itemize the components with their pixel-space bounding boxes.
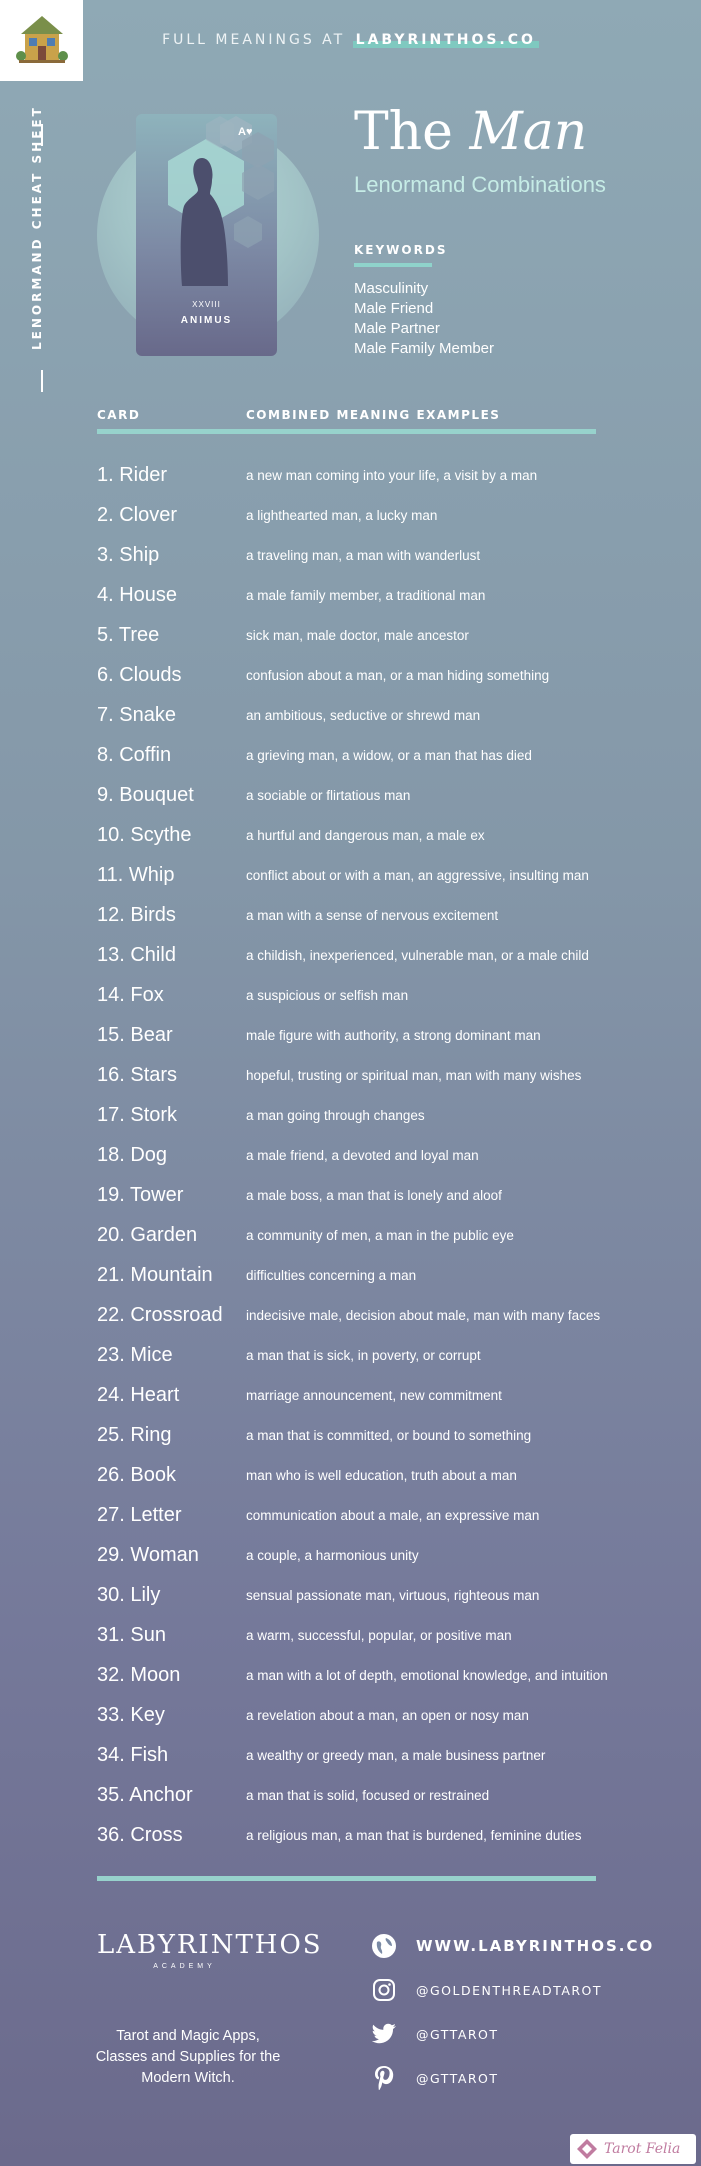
- meaning-cell: communication about a male, an expressive man: [246, 1507, 540, 1523]
- meaning-cell: hopeful, trusting or spiritual man, man with many wishes: [246, 1067, 582, 1083]
- man-card-illustration: [136, 114, 277, 356]
- side-divider-bottom: [41, 370, 43, 392]
- table-row: [97, 615, 657, 655]
- table-row: [97, 855, 657, 895]
- table-row: [97, 1495, 657, 1535]
- pinterest-icon: [370, 2064, 398, 2092]
- meaning-cell: marriage announcement, new commitment: [246, 1387, 502, 1403]
- table-row: [97, 1815, 657, 1855]
- card-name-cell: 16. Stars: [97, 1063, 178, 1086]
- keyword-item: Male Friend: [354, 300, 434, 317]
- card-name-cell: 4. House: [97, 583, 178, 606]
- pinterest-handle: @GTTAROT: [416, 2070, 499, 2086]
- card-name-cell: 20. Garden: [97, 1223, 198, 1246]
- table-row: [97, 975, 657, 1015]
- table-row: [97, 935, 657, 975]
- meaning-cell: a man that is committed, or bound to something: [246, 1427, 532, 1443]
- meaning-cell: a childish, inexperienced, vulnerable man, or a male child: [246, 947, 589, 963]
- table-row: [97, 735, 657, 775]
- meaning-cell: a man that is solid, focused or restrained: [246, 1787, 490, 1803]
- card-name-cell: 8. Coffin: [97, 743, 172, 766]
- table-row: [97, 655, 657, 695]
- link-prefix: FULL MEANINGS AT: [162, 32, 346, 48]
- meaning-cell: conflict about or with a man, an aggressive, insulting man: [246, 867, 589, 883]
- meaning-cell: male figure with authority, a strong dominant man: [246, 1027, 541, 1043]
- meaning-cell: a traveling man, a man with wanderlust: [246, 547, 481, 563]
- card-name-cell: 25. Ring: [97, 1423, 172, 1446]
- card-name-cell: 21. Mountain: [97, 1263, 213, 1286]
- website-link[interactable]: [370, 1932, 654, 1960]
- table-row: [97, 1295, 657, 1335]
- table-row: [97, 1535, 657, 1575]
- card-name-cell: 6. Clouds: [97, 663, 182, 686]
- pinterest-link[interactable]: [370, 2064, 499, 2092]
- card-name-cell: 22. Crossroad: [97, 1303, 223, 1326]
- table-row: [97, 775, 657, 815]
- keyword-item: Male Family Member: [354, 340, 495, 357]
- card-name-cell: 32. Moon: [97, 1663, 181, 1686]
- card-name-cell: 30. Lily: [97, 1583, 161, 1606]
- table-row: [97, 1135, 657, 1175]
- meaning-cell: a man going through changes: [246, 1107, 425, 1123]
- table-row: [97, 1335, 657, 1375]
- card-name-cell: 31. Sun: [97, 1623, 166, 1646]
- table-row: [97, 1655, 657, 1695]
- keyword-item: Masculinity: [354, 280, 429, 297]
- card-name-cell: 33. Key: [97, 1703, 165, 1726]
- full-meanings-link[interactable]: [0, 32, 701, 48]
- meaning-cell: confusion about a man, or a man hiding something: [246, 667, 550, 683]
- meaning-cell: a male friend, a devoted and loyal man: [246, 1147, 479, 1163]
- globe-icon: [370, 1932, 398, 1960]
- keyword-item: Male Partner: [354, 320, 440, 337]
- brand-subtitle: ACADEMY: [153, 1963, 216, 1970]
- table-row: [97, 695, 657, 735]
- table-row: [97, 1055, 657, 1095]
- card-name-cell: 14. Fox: [97, 983, 164, 1006]
- card-suit: A♥: [238, 126, 253, 138]
- keywords-underline: [354, 263, 432, 267]
- card-name-cell: 24. Heart: [97, 1383, 180, 1406]
- card-name-cell: 23. Mice: [97, 1343, 173, 1366]
- card-name-cell: 10. Scythe: [97, 823, 192, 846]
- instagram-handle: @GOLDENTHREADTAROT: [416, 1982, 603, 1998]
- card-name-cell: 9. Bouquet: [97, 783, 194, 806]
- meaning-cell: a warm, successful, popular, or positive man: [246, 1627, 512, 1643]
- meaning-cell: a lighthearted man, a lucky man: [246, 507, 438, 523]
- combinations-table: [97, 455, 657, 1855]
- meaning-cell: difficulties concerning a man: [246, 1267, 417, 1283]
- instagram-icon: [370, 1976, 398, 2004]
- meaning-cell: a wealthy or greedy man, a male business partner: [246, 1747, 546, 1763]
- meaning-cell: a community of men, a man in the public eye: [246, 1227, 514, 1243]
- table-row: [97, 495, 657, 535]
- card-name-cell: 1. Rider: [97, 463, 168, 486]
- keywords-heading: KEYWORDS: [354, 243, 448, 257]
- brand-logo[interactable]: LABYRINTHOS: [97, 1930, 323, 1960]
- meaning-cell: sick man, male doctor, male ancestor: [246, 627, 469, 643]
- meaning-cell: a hurtful and dangerous man, a male ex: [246, 827, 485, 843]
- table-row: [97, 1015, 657, 1055]
- meaning-cell: a suspicious or selfish man: [246, 987, 409, 1003]
- card-name-cell: 29. Woman: [97, 1543, 199, 1566]
- table-row: [97, 575, 657, 615]
- meaning-cell: indecisive male, decision about male, man with many faces: [246, 1307, 601, 1323]
- table-row: [97, 1575, 657, 1615]
- table-row: [97, 815, 657, 855]
- card-name-cell: 15. Bear: [97, 1023, 173, 1046]
- card-name-cell: 12. Birds: [97, 903, 176, 926]
- table-row: [97, 1095, 657, 1135]
- card-name-cell: 27. Letter: [97, 1503, 182, 1526]
- meaning-cell: an ambitious, seductive or shrewd man: [246, 707, 481, 723]
- card-name-cell: 26. Book: [97, 1463, 176, 1486]
- table-row: [97, 1695, 657, 1735]
- table-row: [97, 1775, 657, 1815]
- twitter-link[interactable]: [370, 2020, 499, 2048]
- table-row: [97, 1735, 657, 1775]
- meaning-cell: a couple, a harmonious unity: [246, 1547, 419, 1563]
- badge-text: Tarot Felia: [604, 2141, 681, 2157]
- card-name-cell: 18. Dog: [97, 1143, 168, 1166]
- meaning-cell: a male boss, a man that is lonely and aloof: [246, 1187, 502, 1203]
- card-name-cell: 13. Child: [97, 943, 176, 966]
- column-header-meaning: COMBINED MEANING EXAMPLES: [246, 408, 501, 422]
- table-bottom-rule: [97, 1876, 596, 1881]
- card-name: ANIMUS: [180, 315, 233, 326]
- brand-tagline: Tarot and Magic Apps, Classes and Supplies for the Modern Witch.: [95, 2028, 281, 2086]
- title-prefix: The: [354, 102, 453, 162]
- table-header-rule: [97, 429, 596, 434]
- meaning-cell: a grieving man, a widow, or a man that has died: [246, 747, 532, 763]
- meaning-cell: a sociable or flirtatious man: [246, 787, 411, 803]
- table-row: [97, 1255, 657, 1295]
- link-domain[interactable]: LABYRINTHOS.CO: [353, 32, 539, 48]
- meaning-cell: a religious man, a man that is burdened, feminine duties: [246, 1827, 582, 1843]
- card-name-cell: 19. Tower: [97, 1183, 184, 1206]
- card-name-cell: 2. Clover: [97, 503, 178, 526]
- meaning-cell: man who is well education, truth about a man: [246, 1467, 517, 1483]
- instagram-link[interactable]: [370, 1976, 602, 2004]
- table-row: [97, 1215, 657, 1255]
- card-name-cell: 17. Stork: [97, 1103, 178, 1126]
- table-row: [97, 1375, 657, 1415]
- table-row: [97, 1175, 657, 1215]
- card-name-cell: 34. Fish: [97, 1743, 169, 1766]
- side-label: LENORMAND CHEAT SHEET: [30, 105, 44, 350]
- meaning-cell: a new man coming into your life, a visit by a man: [246, 467, 538, 483]
- table-row: [97, 1455, 657, 1495]
- meaning-cell: a man with a sense of nervous excitement: [246, 907, 499, 923]
- twitter-icon: [370, 2020, 398, 2048]
- card-name-cell: 3. Ship: [97, 543, 160, 566]
- meaning-cell: a man that is sick, in poverty, or corrupt: [246, 1347, 481, 1363]
- page-title: [354, 102, 587, 162]
- column-header-card: CARD: [97, 408, 141, 422]
- keywords-list: [354, 279, 494, 359]
- meaning-cell: a revelation about a man, an open or nosy man: [246, 1707, 529, 1723]
- card-name-cell: 5. Tree: [97, 623, 160, 646]
- title-card-name: Man: [469, 102, 588, 162]
- card-name-cell: 7. Snake: [97, 703, 176, 726]
- card-numeral: XXVIII: [192, 300, 221, 309]
- card-name-cell: 11. Whip: [97, 863, 175, 886]
- meaning-cell: a man with a lot of depth, emotional knowledge, and intuition: [246, 1667, 608, 1683]
- meaning-cell: a male family member, a traditional man: [246, 587, 486, 603]
- page-subtitle: Lenormand Combinations: [354, 172, 606, 197]
- table-row: [97, 895, 657, 935]
- website-text: WWW.LABYRINTHOS.CO: [416, 1937, 655, 1955]
- twitter-handle: @GTTAROT: [416, 2026, 499, 2042]
- meaning-cell: sensual passionate man, virtuous, righteous man: [246, 1587, 540, 1603]
- tarot-felia-badge[interactable]: [570, 2134, 696, 2164]
- card-name-cell: 36. Cross: [97, 1823, 183, 1846]
- diamond-logo-icon: [576, 2138, 598, 2160]
- table-row: [97, 455, 657, 495]
- table-row: [97, 535, 657, 575]
- table-row: [97, 1415, 657, 1455]
- card-name-cell: 35. Anchor: [97, 1783, 193, 1806]
- table-row: [97, 1615, 657, 1655]
